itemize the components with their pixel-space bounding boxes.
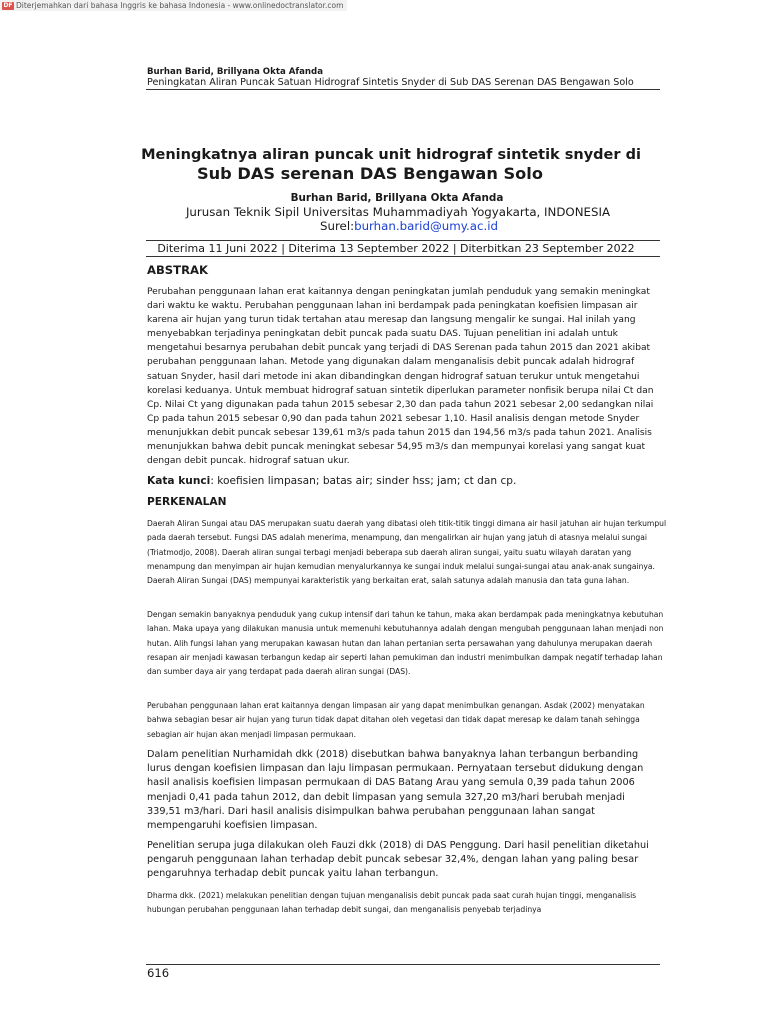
intro-paragraph-5: Penelitian serupa juga dilakukan oleh Fauzi dkk (2018) di DAS Penggung. Dari hasil penelitian diketahui pengaruh penggunaan lahan terhadap debit puncak sebesar 32,4%, dengan lahan yang paling besar pengaruhnya terhadap debit puncak yaitu lahan terbangun.	[147, 840, 649, 880]
keywords	[147, 474, 660, 488]
running-header-title: Peningkatan Aliran Puncak Satuan Hidrograf Sintetis Snyder di Sub DAS Serenan DAS Bengawan Solo	[147, 77, 634, 88]
introduction-heading: PERKENALAN	[147, 496, 227, 508]
paper-authors: Burhan Barid, Brillyana Okta Afanda	[290, 192, 504, 204]
dates-bottom-rule	[146, 256, 660, 257]
header-rule	[146, 89, 660, 90]
intro-paragraph-3: Perubahan penggunaan lahan erat kaitannya dengan limpasan air yang dapat menimbulkan genangan. Asdak (2002) menyatakan bahwa sebagian besar air hujan yang turun tidak dapat ditahan oleh vegetasi dan tidak dapat meresap ke dalam tanah sehingga sebagian air hujan akan menjadi limpasan permukaan.	[147, 701, 645, 739]
footer-rule	[146, 964, 660, 965]
abstract-heading: ABSTRAK	[147, 263, 208, 277]
paper-title-line1: Meningkatnya aliran puncak unit hidrograf sintetik snyder di	[141, 147, 641, 163]
email-label: Surel:	[320, 219, 355, 233]
running-header	[147, 67, 660, 89]
publication-dates: Diterima 11 Juni 2022 | Diterima 13 September 2022 | Diterbitkan 23 September 2022	[157, 242, 635, 255]
paper-title-line2: Sub DAS serenan DAS Bengawan Solo	[197, 164, 543, 183]
intro-paragraph-6: Dharma dkk. (2021) melakukan penelitian dengan tujuan menganalisis debit puncak pada saat curah hujan tinggi, menganalisis hubungan perubahan penggunaan lahan terhadap debit sungai, dan menganalisis penyebab terjadinya	[147, 891, 637, 915]
translator-banner[interactable]	[0, 0, 347, 11]
intro-paragraph-4: Dalam penelitian Nurhamidah dkk (2018) disebutkan bahwa banyaknya lahan terbangun berbanding lurus dengan koefisien limpasan dan laju limpasan permukaan. Pernyataan tersebut didukung dengan hasil analisis koefisien limpasan permukaan di DAS Batang Arau yang semula 0,39 pada tahun 2006 menjadi 0,41 pada tahun 2012, dan debit limpasan yang semula 327,20 m3/hari berubah menjadi 339,51 m3/hari. Dari hasil analisis disimpulkan bahwa perubahan penggunaan lahan sangat mempengaruhi koefisien limpasan.	[147, 749, 644, 832]
page-number: 616	[147, 966, 170, 980]
keywords-label: Kata kunci	[147, 475, 211, 487]
intro-paragraph-2: Dengan semakin banyaknya penduduk yang cukup intensif dari tahun ke tahun, maka akan berdampak pada meningkatnya kebutuhan lahan. Maka upaya yang dilakukan manusia untuk memenuhi kebutuhannya adalah dengan mengubah penggunaan lahan menjadi non hutan. Alih fungsi lahan yang merupakan kawasan hutan dan lahan pertanian serta persawahan yang dahulunya merupakan daerah resapan air menjadi kawasan terbangun kedap air seperti lahan pemukiman dan industri menimbulkan dampak negatif terhadap lahan dan sumber daya air yang terdapat pada daerah aliran sungai (DAS).	[147, 610, 664, 677]
intro-paragraph-1: Daerah Aliran Sungai atau DAS merupakan suatu daerah yang dibatasi oleh titik-titik tinggi dimana air hasil jatuhan air hujan terkumpul pada daerah tersebut. Fungsi DAS adalah menerima, menampung, dan mengalirkan air hujan yang jatuh di atasnya melalui sungai (Triatmodjo, 2008). Daerah aliran sungai terbagi menjadi beberapa sub daerah aliran sungai, yaitu suatu wilayah daratan yang menampung dan menyimpan air hujan kemudian menyalurkannya ke sungai induk melalui sungai-sungai atau anak-anak sungainya. Daerah Aliran Sungai (DAS) mempunyai karakteristik yang berkaitan erat, salah satunya adalah manusia dan tata guna lahan.	[147, 519, 667, 586]
email-line	[0, 219, 768, 234]
keywords-text: : koefisien limpasan; batas air; sinder hss; jam; ct dan cp.	[210, 475, 517, 487]
banner-text[interactable]: Diterjemahkan dari bahasa Inggris ke bahasa Indonesia - www.onlinedoctranslator.com	[16, 1, 344, 10]
email-link[interactable]: burhan.barid@umy.ac.id	[354, 219, 498, 233]
running-header-authors: Burhan Barid, Brillyana Okta Afanda	[147, 67, 323, 77]
abstract-text: Perubahan penggunaan lahan erat kaitannya dengan peningkatan jumlah penduduk yang semakin meningkat dari waktu ke waktu. Perubahan penggunaan lahan ini berdampak pada peningkatan koefisien limpasan air karena air hujan yang turun tidak tertahan atau meresap dan langsung mengalir ke sungai. Hal inilah yang menyebabkan terjadinya peningkatan debit puncak pada suatu DAS. Tujuan penelitian ini adalah untuk mengetahui besarnya perubahan debit puncak yang terjadi di DAS Serenan pada tahun 2015 dan 2021 akibat perubahan penggunaan lahan. Metode yang digunakan dalam menganalisis debit puncak adalah hidrograf satuan Snyder, hasil dari metode ini akan dibandingkan dengan hidrograf satuan terukur untuk mengetahui korelasi keduanya. Untuk membuat hidrograf satuan sintetik diperlukan parameter nonfisik berupa nilai Ct dan Cp. Nilai Ct yang digunakan pada tahun 2015 sebesar 2,30 dan pada tahun 2021 sebesar 2,00 sedangkan nilai Cp pada tahun 2015 sebesar 0,90 dan pada tahun 2021 sebesar 1,10. Hasil analisis dengan metode Snyder menunjukkan debit puncak sebesar 139,61 m3/s pada tahun 2015 dan 194,56 m3/s pada tahun 2021. Analisis menunjukkan bahwa debit puncak meningkat sebesar 54,95 m3/s dan mempunyai korelasi yang sangat kuat dengan debit puncak. hidrograf satuan ukur.	[147, 287, 654, 467]
affiliation: Jurusan Teknik Sipil Universitas Muhammadiyah Yogyakarta, INDONESIA	[185, 205, 611, 219]
document-translator-icon: DF	[3, 1, 13, 9]
